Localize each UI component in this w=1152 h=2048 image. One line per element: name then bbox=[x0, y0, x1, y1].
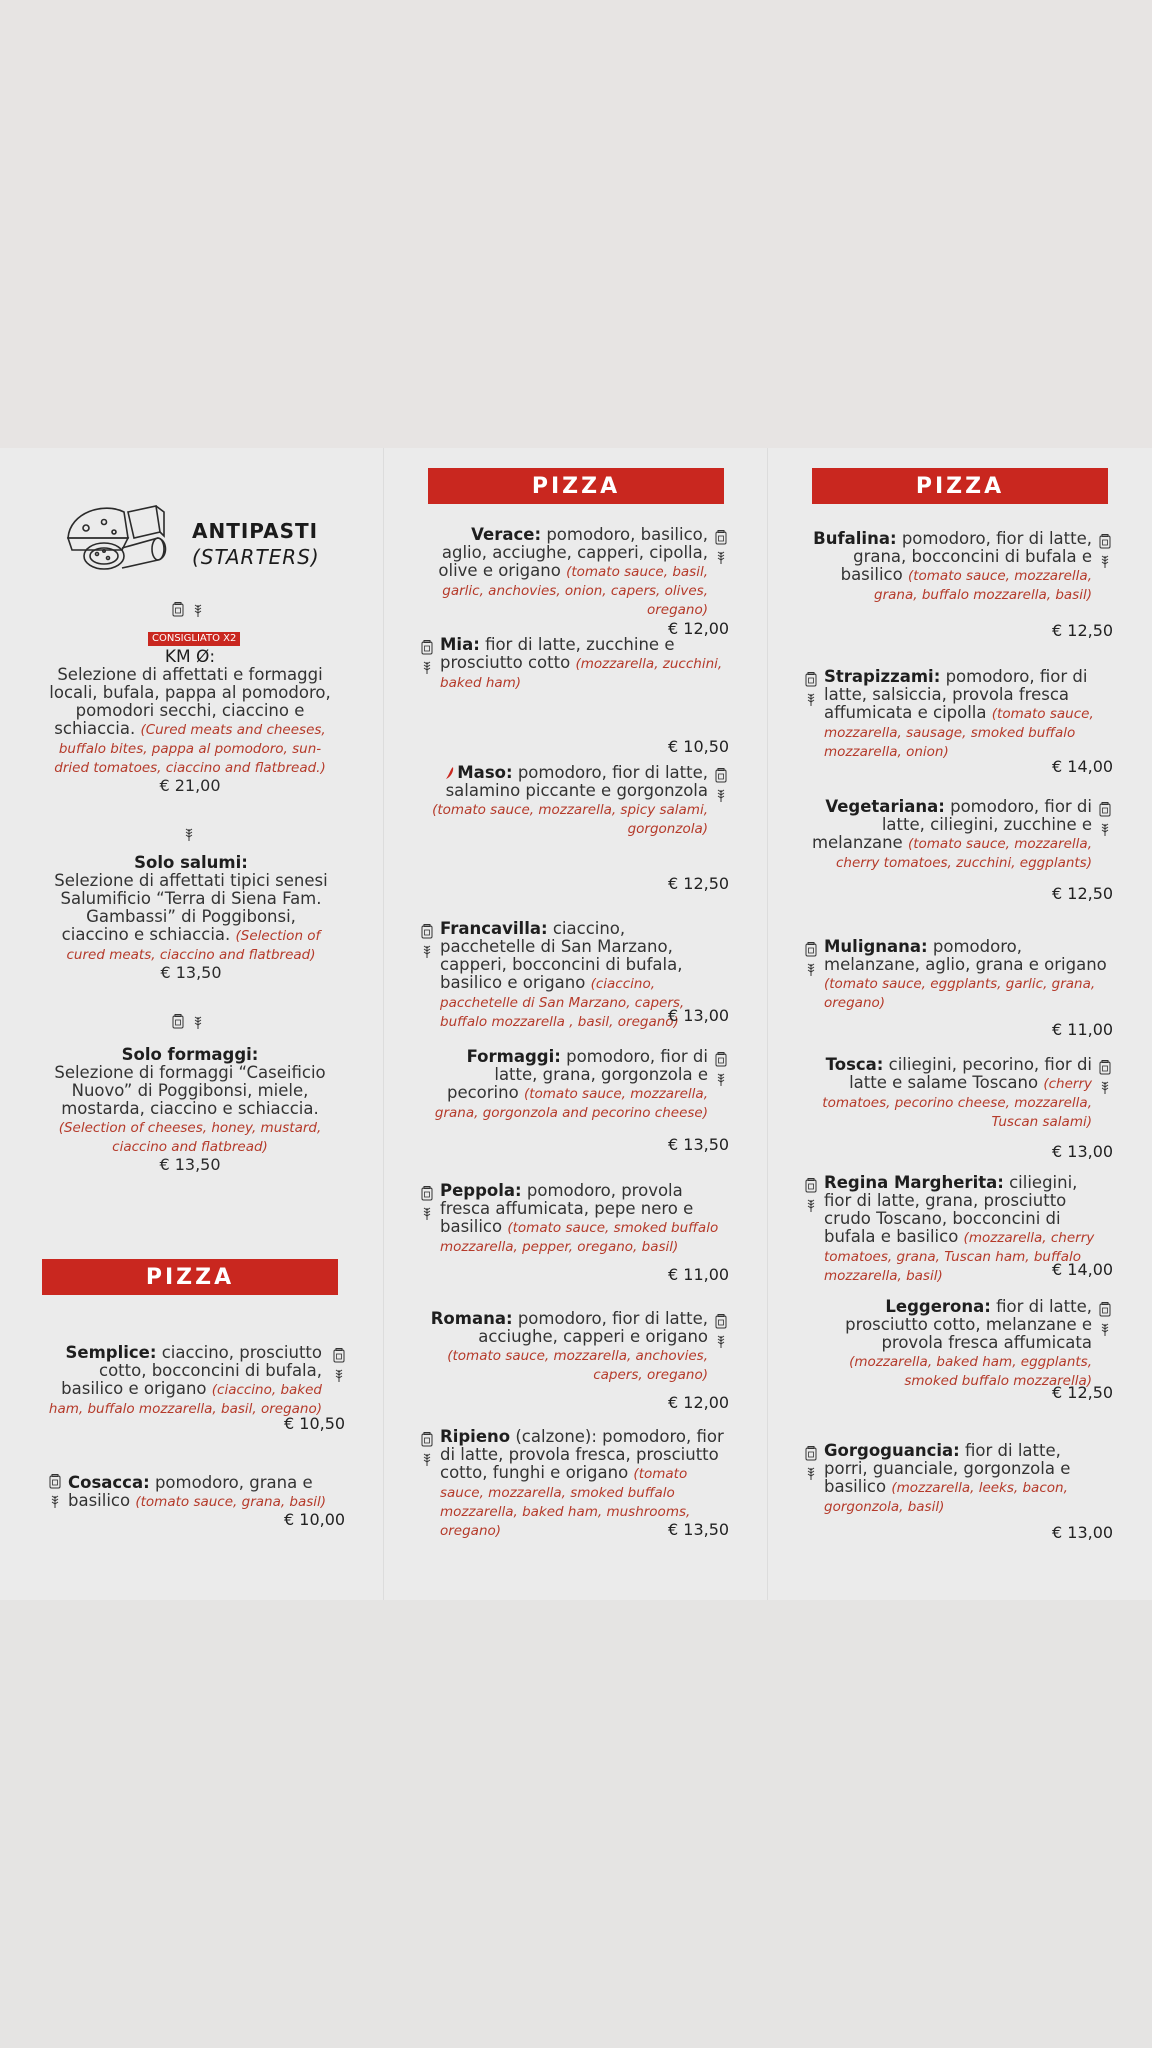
pizza-item bbox=[808, 1298, 1092, 1390]
item-english: (mozzarella, leeks, bacon, gorgonzola, basil) bbox=[824, 1480, 1068, 1515]
item-price: € 13,00 bbox=[1052, 1142, 1114, 1161]
item-icons bbox=[1098, 1302, 1112, 1336]
item-desc: fior di latte, prosciutto cotto, melanzane e provola fresca affumicata bbox=[845, 1297, 1092, 1352]
pizza-item bbox=[808, 1056, 1092, 1131]
pizza-item bbox=[424, 1310, 708, 1384]
pizza-item bbox=[424, 526, 708, 619]
wheat-icon bbox=[715, 1071, 727, 1086]
item-english: (Selection of cheeses, honey, mustard, ciaccino and flatbread) bbox=[58, 1120, 322, 1155]
jar-icon bbox=[805, 672, 817, 687]
item-price: € 21,00 bbox=[159, 776, 221, 795]
item-name: Leggerona: bbox=[885, 1297, 991, 1316]
pizza-item bbox=[824, 668, 1108, 761]
jar-icon bbox=[49, 1474, 61, 1489]
item-desc: pomodoro, grana e basilico bbox=[68, 1473, 313, 1510]
jar-icon bbox=[1099, 1302, 1111, 1317]
jar-icon bbox=[421, 1186, 433, 1201]
jar-icon bbox=[333, 1348, 345, 1363]
wheat-icon bbox=[715, 549, 727, 564]
item-english: (cherry tomatoes, pecorino cheese, mozzarella, Tuscan salami) bbox=[822, 1076, 1092, 1130]
pizza-item bbox=[824, 938, 1108, 1012]
pizza-item bbox=[68, 1474, 330, 1511]
wheat-icon bbox=[183, 826, 195, 841]
item-icons bbox=[714, 1314, 728, 1348]
item-english: (tomato sauce, grana, basil) bbox=[135, 1494, 327, 1510]
pizza-banner: PIZZA bbox=[428, 468, 724, 504]
wheat-icon bbox=[805, 1465, 817, 1480]
item-icons bbox=[804, 942, 818, 976]
wheat-icon bbox=[1099, 1321, 1111, 1336]
jar-icon bbox=[715, 1052, 727, 1067]
item-english: (tomato sauce, basil, garlic, anchovies, onion, capers, olives, oregano) bbox=[442, 564, 708, 618]
wheat-icon bbox=[805, 1197, 817, 1212]
item-english: (tomato sauce, smoked buffalo mozzarella, pepper, oregano, basil) bbox=[440, 1220, 719, 1255]
wheat-icon bbox=[421, 1205, 433, 1220]
item-name: Gorgoguancia: bbox=[824, 1441, 960, 1460]
wheat-icon bbox=[1099, 553, 1111, 568]
item-price: € 12,00 bbox=[668, 619, 730, 638]
item-price: € 11,00 bbox=[1052, 1020, 1114, 1039]
jar-icon bbox=[715, 1314, 727, 1329]
item-name: Verace: bbox=[471, 525, 542, 544]
jar-icon bbox=[172, 1014, 184, 1029]
item-desc: pomodoro, basilico, aglio, acciughe, capperi, cipolla, olive e origano bbox=[438, 525, 708, 580]
item-icons bbox=[804, 672, 818, 706]
item-english: (tomato sauce, eggplants, garlic, grana, oregano) bbox=[824, 976, 1096, 1011]
item-english: (ciaccino, pacchetelle di San Marzano, capers, buffalo mozzarella , basil, oregano) bbox=[440, 976, 685, 1030]
item-english: (tomato sauce, mozzarella, grana, gorgonzola and pecorino cheese) bbox=[434, 1086, 708, 1121]
column-pizza-3 bbox=[767, 448, 1151, 1600]
item-icons bbox=[1098, 534, 1112, 568]
item-desc: pomodoro, fior di latte, grana, bocconcini di bufala e basilico bbox=[840, 529, 1092, 584]
item-name: Maso: bbox=[457, 763, 513, 782]
jar-icon bbox=[805, 1178, 817, 1193]
pizza-item bbox=[824, 1442, 1108, 1516]
item-desc: pomodoro, fior di latte, provola fresca, prosciutto cotto, funghi e origano bbox=[440, 1427, 724, 1482]
icon-row-1 bbox=[172, 602, 204, 617]
item-price: € 12,50 bbox=[668, 874, 730, 893]
wheat-icon bbox=[715, 1333, 727, 1348]
wheat-icon bbox=[421, 1451, 433, 1466]
item-price: € 12,50 bbox=[1052, 884, 1114, 903]
item-desc: ciliegini, pecorino, fior di latte e salame Toscano bbox=[849, 1055, 1092, 1092]
item-desc: ciliegini, fior di latte, grana, prosciutto crudo Toscano, bocconcini di bufala e basilico bbox=[824, 1173, 1078, 1246]
recommended-badge: CONSIGLIATO X2 bbox=[148, 632, 240, 646]
item-desc: pomodoro, fior di latte, salsiccia, provola fresca affumicata e cipolla bbox=[824, 667, 1088, 722]
item-desc: fior di latte, zucchine e prosciutto cotto bbox=[440, 635, 675, 672]
item-english: (mozzarella, cherry tomatoes, grana, Tuscan ham, buffalo mozzarella, basil) bbox=[824, 1230, 1095, 1284]
item-name: Strapizzami: bbox=[824, 667, 941, 686]
item-name: Solo salumi: bbox=[134, 853, 248, 872]
item-name-extra: (calzone): bbox=[515, 1427, 603, 1446]
item-english: (tomato sauce, mozzarella, grana, buffalo mozzarella, basil) bbox=[874, 568, 1092, 603]
item-desc: Selezione di affettati e formaggi locali, bufala, pappa al pomodoro, pomodori secchi, ciaccino e schiaccia. bbox=[49, 665, 331, 738]
wheat-icon bbox=[805, 691, 817, 706]
item-price: € 11,00 bbox=[668, 1265, 730, 1284]
item-price: € 13,00 bbox=[1052, 1523, 1114, 1542]
item-icons bbox=[804, 1178, 818, 1212]
pizza-item bbox=[424, 1048, 708, 1122]
item-name: Semplice: bbox=[65, 1343, 157, 1362]
antipasti-item-salumi bbox=[50, 854, 332, 982]
jar-icon bbox=[421, 1432, 433, 1447]
jar-icon bbox=[421, 640, 433, 655]
pizza-item bbox=[440, 636, 724, 692]
item-name: Regina Margherita: bbox=[824, 1173, 1004, 1192]
pizza-item bbox=[808, 798, 1092, 872]
pizza-item bbox=[42, 1344, 322, 1418]
wheat-icon bbox=[715, 787, 727, 802]
item-price: € 12,50 bbox=[1052, 1383, 1114, 1402]
top-background bbox=[0, 0, 1152, 448]
item-english: (tomato sauce, mozzarella, cherry tomatoes, zucchini, eggplants) bbox=[836, 836, 1092, 871]
wheat-icon bbox=[192, 602, 204, 617]
item-desc: Selezione di formaggi “Caseificio Nuovo” di Poggibonsi, miele, mostarda, ciaccino e schiaccia. bbox=[54, 1063, 326, 1118]
item-english: (ciaccino, baked ham, buffalo mozzarella, basil, oregano) bbox=[48, 1382, 322, 1417]
chili-icon bbox=[445, 766, 455, 780]
item-price: € 10,50 bbox=[284, 1414, 346, 1433]
item-price: € 13,50 bbox=[668, 1135, 730, 1154]
jar-icon bbox=[805, 942, 817, 957]
item-name: Romana: bbox=[430, 1309, 513, 1328]
item-name: Vegetariana: bbox=[825, 797, 945, 816]
pizza-item bbox=[424, 764, 708, 838]
item-icons bbox=[804, 1446, 818, 1480]
jar-icon bbox=[805, 1446, 817, 1461]
item-desc: ciaccino, pacchetelle di San Marzano, capperi, bocconcini di bufala, basilico e origano bbox=[440, 919, 683, 992]
column-pizza-2 bbox=[383, 448, 767, 1600]
item-desc: fior di latte, porri, guanciale, gorgonzola e basilico bbox=[824, 1441, 1071, 1496]
antipasti-item-formaggi bbox=[54, 1046, 326, 1174]
item-icons bbox=[420, 1432, 434, 1466]
item-name: Peppola: bbox=[440, 1181, 522, 1200]
pizza-item bbox=[808, 530, 1092, 604]
item-desc: ciaccino, prosciutto cotto, bocconcini di bufala, basilico e origano bbox=[61, 1343, 322, 1398]
antipasti-title: ANTIPASTI (STARTERS) bbox=[192, 519, 320, 569]
item-icons bbox=[420, 924, 434, 958]
jar-icon bbox=[715, 530, 727, 545]
item-desc: pomodoro, fior di latte, acciughe, capperi e origano bbox=[478, 1309, 708, 1346]
item-icons bbox=[714, 530, 728, 564]
item-desc: pomodoro, provola fresca affumicata, pepe nero e basilico bbox=[440, 1181, 694, 1236]
item-price: € 10,00 bbox=[284, 1510, 346, 1529]
item-english: (Cured meats and cheeses, buffalo bites, pappa al pomodoro, sun-dried tomatoes, ciaccino and flatbread.) bbox=[54, 722, 326, 776]
item-english: (tomato sauce, mozzarella, sausage, smoked buffalo mozzarella, onion) bbox=[824, 706, 1094, 760]
item-english: (Selection of cured meats, ciaccino and flatbread) bbox=[66, 928, 321, 963]
pizza-banner: PIZZA bbox=[812, 468, 1108, 504]
item-english: (mozzarella, zucchini, baked ham) bbox=[440, 656, 723, 691]
item-icons bbox=[1098, 1060, 1112, 1094]
item-price: € 12,00 bbox=[668, 1393, 730, 1412]
item-english: (mozzarella, baked ham, eggplants, smoked buffalo mozzarella) bbox=[849, 1354, 1092, 1389]
item-desc: pomodoro, melanzane, aglio, grana e origano bbox=[824, 937, 1107, 974]
wheat-icon bbox=[192, 1014, 204, 1029]
item-icons bbox=[1098, 802, 1112, 836]
item-name: Ripieno bbox=[440, 1427, 511, 1446]
item-price: € 14,00 bbox=[1052, 1260, 1114, 1279]
jar-icon bbox=[715, 768, 727, 783]
item-name: Cosacca: bbox=[68, 1473, 150, 1492]
item-icons bbox=[48, 1474, 62, 1508]
wheat-icon bbox=[1099, 1079, 1111, 1094]
item-name: Francavilla: bbox=[440, 919, 548, 938]
item-desc: pomodoro, fior di latte, grana, gorgonzola e pecorino bbox=[446, 1047, 708, 1102]
item-price: € 12,50 bbox=[1052, 621, 1114, 640]
item-name: Tosca: bbox=[825, 1055, 884, 1074]
column-antipasti bbox=[0, 448, 383, 1600]
item-name: KM Ø: bbox=[164, 647, 216, 667]
item-desc: pomodoro, fior di latte, ciliegini, zucchine e melanzane bbox=[811, 797, 1092, 852]
jar-icon bbox=[421, 924, 433, 939]
item-desc: pomodoro, fior di latte, salamino piccante e gorgonzola bbox=[445, 763, 708, 800]
menu-sheet bbox=[0, 448, 1152, 1600]
jar-icon bbox=[172, 602, 184, 617]
jar-icon bbox=[1099, 1060, 1111, 1075]
item-name: Bufalina: bbox=[813, 529, 897, 548]
item-english: (tomato sauce, mozzarella, smoked buffalo mozzarella, baked ham, mushrooms, oregano) bbox=[440, 1466, 691, 1539]
item-icons bbox=[420, 1186, 434, 1220]
item-desc: Selezione di affettati tipici senesi Salumificio “Terra di Siena Fam. Gambassi” di Poggibonsi, ciaccino e schiaccia. bbox=[54, 871, 328, 944]
pizza-banner: PIZZA bbox=[42, 1259, 338, 1295]
bottom-background bbox=[0, 1600, 1152, 2048]
wheat-icon bbox=[49, 1493, 61, 1508]
item-name: Mulignana: bbox=[824, 937, 928, 956]
item-icons bbox=[420, 640, 434, 674]
item-english: (tomato sauce, mozzarella, anchovies, capers, oregano) bbox=[447, 1348, 708, 1383]
antipasti-subtitle: (STARTERS) bbox=[192, 545, 320, 569]
item-price: € 13,50 bbox=[160, 963, 222, 982]
item-price: € 13,00 bbox=[668, 1006, 730, 1025]
wheat-icon bbox=[333, 1367, 345, 1382]
pizza-item bbox=[440, 1182, 724, 1256]
cheese-salami-illustration bbox=[64, 498, 184, 572]
icon-row-2 bbox=[172, 1014, 204, 1029]
item-name: Mia: bbox=[440, 635, 480, 654]
wheat-icon bbox=[1099, 821, 1111, 836]
item-icons bbox=[332, 1348, 346, 1382]
antipasti-item-km0 bbox=[44, 648, 336, 795]
item-name: Solo formaggi: bbox=[121, 1045, 259, 1064]
item-price: € 13,50 bbox=[159, 1155, 221, 1174]
item-price: € 10,50 bbox=[668, 737, 730, 756]
item-english: (tomato sauce, mozzarella, spicy salami, gorgonzola) bbox=[432, 802, 708, 837]
item-icons bbox=[714, 1052, 728, 1086]
item-price: € 13,50 bbox=[668, 1520, 730, 1539]
wheat-icon bbox=[421, 659, 433, 674]
jar-icon bbox=[1099, 802, 1111, 817]
wheat-icon bbox=[421, 943, 433, 958]
jar-icon bbox=[1099, 534, 1111, 549]
item-name: Formaggi: bbox=[466, 1047, 561, 1066]
wheat-icon bbox=[805, 961, 817, 976]
item-icons bbox=[714, 768, 728, 802]
item-price: € 14,00 bbox=[1052, 757, 1114, 776]
